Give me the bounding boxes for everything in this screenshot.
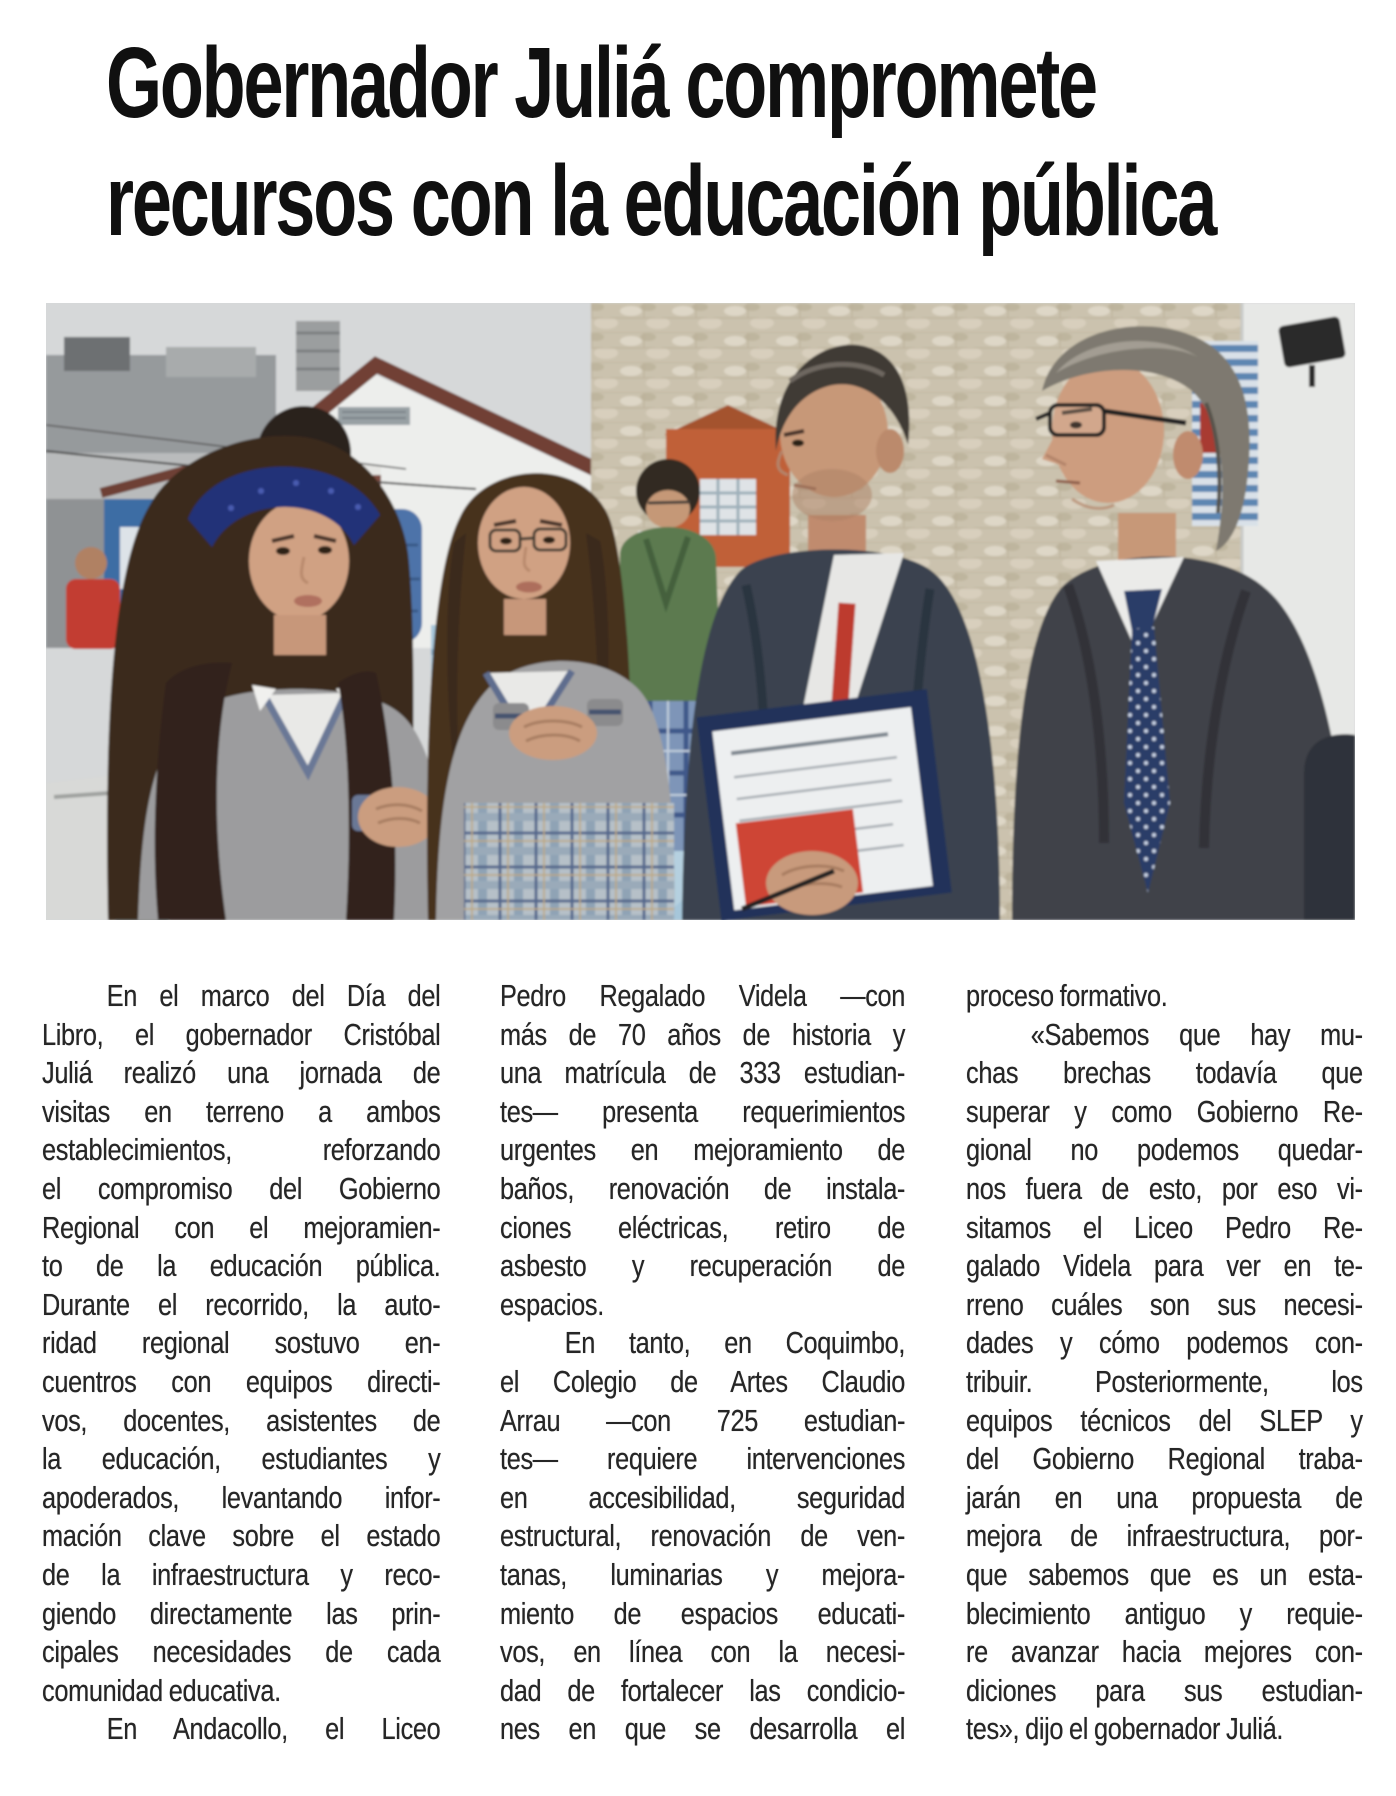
article-line: Regional con el mejoramien- (42, 1210, 441, 1245)
article-line: gional no podemos quedar- (966, 1133, 1363, 1168)
article-line: una matrícula de 333 estudian- (500, 1056, 906, 1091)
article-line: que sabemos que es un esta- (966, 1557, 1363, 1592)
article-line: apoderados, levantando infor- (42, 1480, 441, 1515)
article-line: Arrau —con 725 estudian- (500, 1403, 906, 1438)
article-line: baños, renovación de instala- (500, 1171, 906, 1206)
article-line: en accesibilidad, seguridad (500, 1480, 906, 1515)
article-line: el compromiso del Gobierno (42, 1171, 441, 1206)
article-line: proceso formativo. (966, 979, 1168, 1013)
article-line: cipales necesidades de cada (42, 1635, 441, 1670)
article-line: dad de fortalecer las condicio- (500, 1673, 906, 1708)
article-line: jarán en una propuesta de (966, 1480, 1363, 1515)
headline-line: recursos con la educación pública (106, 145, 1216, 257)
article-line: cuentros con equipos directi- (42, 1364, 441, 1399)
article-line: estructural, renovación de ven- (500, 1519, 906, 1554)
article-line: establecimientos, reforzando (42, 1133, 441, 1168)
article-line: asbesto y recuperación de (500, 1249, 906, 1284)
article-line: equipos técnicos del SLEP y (966, 1403, 1363, 1438)
article-line: re avanzar hacia mejores con- (966, 1635, 1363, 1670)
article-line: Durante el recorrido, la auto- (42, 1287, 441, 1322)
article-line: vos, en línea con la necesi- (500, 1635, 906, 1670)
article-line: «Sabemos que hay mu- (1030, 1017, 1363, 1052)
article-line: sitamos el Liceo Pedro Re- (966, 1210, 1363, 1245)
article-line: de la infraestructura y reco- (42, 1557, 441, 1592)
article-line: giendo directamente las prin- (42, 1596, 441, 1631)
article-line: ridad regional sostuvo en- (42, 1326, 441, 1361)
article-line: comunidad educativa. (42, 1673, 281, 1708)
article-line: En tanto, en Coquimbo, (564, 1326, 906, 1361)
article-line: Libro, el gobernador Cristóbal (42, 1017, 441, 1052)
article-line: nes en que se desarrolla el (500, 1712, 906, 1747)
article-line: vos, docentes, asistentes de (42, 1403, 441, 1438)
article-line: tes», dijo el gobernador Juliá. (966, 1712, 1284, 1747)
article-line: visitas en terreno a ambos (42, 1094, 441, 1129)
article-line: tribuir. Posteriormente, los (966, 1364, 1363, 1399)
article-line: dades y cómo podemos con- (966, 1326, 1363, 1361)
article-line: miento de espacios educati- (500, 1596, 906, 1631)
article-line: tes— requiere intervenciones (500, 1442, 906, 1477)
article-line: del Gobierno Regional traba- (966, 1442, 1363, 1477)
article-line: Pedro Regalado Videla —con (500, 979, 906, 1013)
article-column-2 (500, 977, 905, 1749)
article-line: En Andacollo, el Liceo (106, 1712, 441, 1747)
headline-line: Gobernador Juliá compromete (106, 27, 1096, 139)
article-line: el Colegio de Artes Claudio (500, 1364, 906, 1399)
article-line: galado Videla para ver en te- (966, 1249, 1363, 1284)
headline (106, 24, 1396, 260)
article-line: superar y como Gobierno Re- (966, 1094, 1363, 1129)
article-column-1 (42, 977, 440, 1749)
article-line: blecimiento antiguo y requie- (966, 1596, 1363, 1631)
article-photo-svg (46, 303, 1355, 920)
article-line: la educación, estudiantes y (42, 1442, 441, 1477)
article-line: ciones eléctricas, retiro de (500, 1210, 906, 1245)
article-line: tanas, luminarias y mejora- (500, 1557, 906, 1592)
photo-person-right-edge (1304, 734, 1355, 920)
article-line: tes— presenta requerimientos (500, 1094, 906, 1129)
article-line: chas brechas todavía que (966, 1056, 1363, 1091)
article-line: espacios. (500, 1287, 604, 1322)
article-line: mejora de infraestructura, por- (966, 1519, 1363, 1554)
article-photo (46, 303, 1355, 920)
article-column-3 (966, 977, 1363, 1749)
article-line: Juliá realizó una jornada de (42, 1056, 441, 1091)
article-line: más de 70 años de historia y (500, 1017, 906, 1052)
article-line: mación clave sobre el estado (42, 1519, 441, 1554)
photo-person-girl-1 (107, 436, 444, 920)
article-line: to de la educación pública. (42, 1249, 441, 1284)
article-line: diciones para sus estudian- (966, 1673, 1363, 1708)
article-line: urgentes en mejoramiento de (500, 1133, 906, 1168)
article-line: rreno cuáles son sus necesi- (966, 1287, 1363, 1322)
article-line: En el marco del Día del (106, 979, 441, 1013)
article-line: nos fuera de esto, por eso vi- (966, 1171, 1363, 1206)
